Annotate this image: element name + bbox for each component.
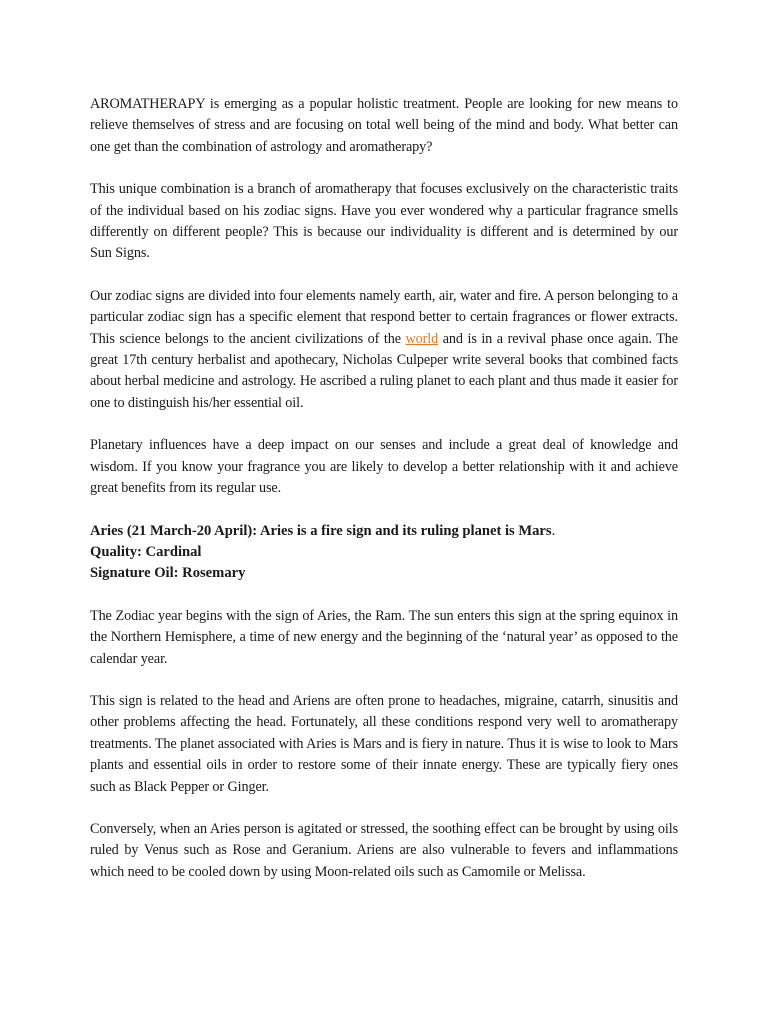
aries-title — [90, 521, 678, 542]
zodiac-elements-text-start: Our zodiac signs are divided into four elements namely earth, air, water and fire. A person belonging to a particular zodiac sign has a specific element that respond better to certain fragrances or flower extracts. This science belongs to the ancient civilizations of the — [90, 287, 678, 347]
world-link[interactable]: world — [405, 330, 439, 347]
zodiac-elements-text-end: and is in a revival phase once again. The great 17th century herbalist and apothecary, Nicholas Culpeper write several books that combined facts about herbal medicine and astrology. He ascribed a ruling planet to each plant and thus made it easier for one to distinguish his/her essential oil. — [90, 330, 678, 411]
soothing-oils-paragraph: Conversely, when an Aries person is agitated or stressed, the soothing effect can be brought by using oils ruled by Venus such as Rose and Geranium. Ariens are also vulnerable to fevers and inflammations which need to be cooled down by using Moon-related oils such as Camomile or Melissa. — [90, 820, 678, 880]
planetary-influences-paragraph: Planetary influences have a deep impact on our senses and include a great deal of knowledge and wisdom. If you know your fragrance you are likely to develop a better relationship with it and achieve great benefits from its regular use. — [90, 437, 678, 497]
aries-quality: Quality: Cardinal — [90, 543, 202, 560]
head-conditions-paragraph: This sign is related to the head and Ariens are often prone to headaches, migraine, catarrh, sinusitis and other problems affecting the head. Fortunately, all these conditions respond very well to aromatherapy treatments. The planet associated with Aries is Mars and is fiery in nature. Thus it is wise to look to Mars plants and essential oils in order to restore some of their innate energy. These are typically fiery ones such as Black Pepper or Ginger. — [90, 692, 678, 795]
zodiac-year-paragraph: The Zodiac year begins with the sign of Aries, the Ram. The sun enters this sign at the spring equinox in the Northern Hemisphere, a time of new energy and the beginning of the ‘natural year’ as opposed to the calendar year. — [90, 607, 678, 667]
zodiac-elements-paragraph — [90, 286, 678, 414]
intro-paragraph: AROMATHERAPY is emerging as a popular holistic treatment. People are looking for new means to relieve themselves of stress and are focusing on total well being of the mind and body. What better can one get than the combination of astrology and aromatherapy? — [90, 96, 678, 155]
aries-title-text: Aries (21 March-20 April): Aries is a fire sign and its ruling planet is Mars — [90, 522, 552, 539]
document-page — [90, 94, 678, 904]
combination-paragraph: This unique combination is a branch of aromatherapy that focuses exclusively on the characteristic traits of the individual based on his zodiac signs. Have you ever wondered why a particular fragrance smells differently on different people? This is because our individuality is different and is determined by our Sun Signs. — [90, 181, 678, 262]
aries-signature-oil: Signature Oil: Rosemary — [90, 565, 246, 582]
aries-title-period: . — [551, 522, 556, 539]
aries-heading — [90, 521, 678, 585]
